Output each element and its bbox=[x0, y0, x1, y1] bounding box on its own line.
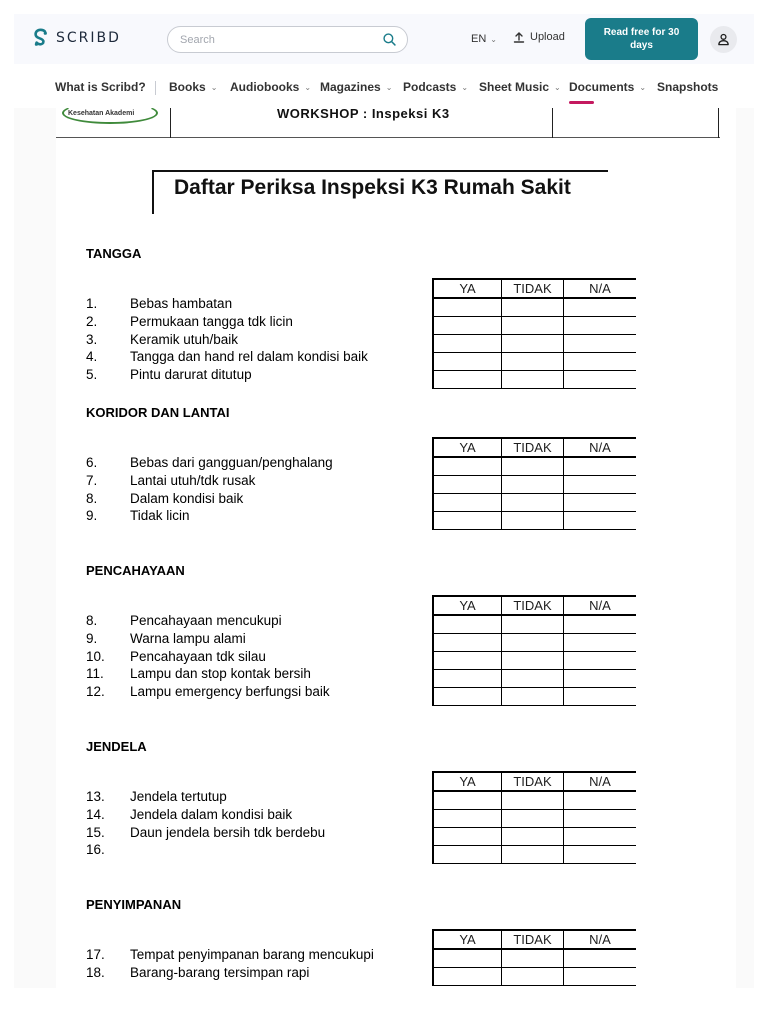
item-number: 6. bbox=[86, 455, 98, 470]
item-text: Dalam kondisi baik bbox=[130, 490, 244, 506]
item-text: Keramik utuh/baik bbox=[130, 331, 239, 347]
answer-cell bbox=[502, 475, 564, 493]
search-input[interactable] bbox=[180, 32, 370, 48]
item-text: Lampu emergency berfungsi baik bbox=[130, 684, 330, 700]
language-label: EN bbox=[471, 33, 487, 45]
item-text: Lampu dan stop kontak bersih bbox=[130, 666, 311, 682]
answer-cell bbox=[563, 687, 636, 705]
answer-row bbox=[433, 334, 636, 352]
answer-cell bbox=[433, 809, 502, 827]
language-selector[interactable] bbox=[471, 33, 497, 45]
column-header: N/A bbox=[563, 438, 636, 457]
answer-grid bbox=[432, 437, 636, 530]
column-header: YA bbox=[433, 596, 502, 615]
item-text: Jendela dalam kondisi baik bbox=[130, 806, 293, 822]
answer-cell bbox=[433, 651, 502, 669]
answer-row bbox=[433, 298, 636, 316]
item-number: 15. bbox=[86, 824, 105, 840]
upload-button[interactable] bbox=[513, 31, 565, 43]
answer-cell bbox=[563, 493, 636, 511]
answer-cell bbox=[502, 615, 564, 633]
answer-row bbox=[433, 475, 636, 493]
item-number: 12. bbox=[86, 684, 105, 700]
document-header-strip bbox=[56, 108, 720, 138]
item-text: Tidak licin bbox=[130, 508, 190, 524]
answer-cell bbox=[502, 298, 564, 316]
answer-cell bbox=[563, 370, 636, 388]
answer-cell bbox=[502, 352, 564, 370]
divider bbox=[552, 108, 553, 138]
answer-row bbox=[433, 633, 636, 651]
answer-row bbox=[433, 370, 636, 388]
answer-row bbox=[433, 791, 636, 809]
answer-cell bbox=[563, 791, 636, 809]
answer-cell bbox=[433, 845, 502, 863]
answer-cell bbox=[502, 457, 564, 475]
column-header: TIDAK bbox=[502, 772, 564, 791]
chevron-down-icon: ⌄ bbox=[210, 82, 218, 92]
answer-row bbox=[433, 967, 636, 985]
item-number: 2. bbox=[86, 313, 98, 329]
answer-cell bbox=[433, 827, 502, 845]
nav-books[interactable] bbox=[169, 80, 217, 94]
column-header: YA bbox=[433, 772, 502, 791]
brand-name: SCRIBD bbox=[56, 30, 121, 46]
answer-grid-header bbox=[433, 930, 636, 949]
item-number: 8. bbox=[86, 490, 98, 506]
nav-label: Books bbox=[169, 80, 206, 94]
item-text: Pintu darurat ditutup bbox=[130, 367, 252, 383]
answer-cell bbox=[563, 615, 636, 633]
answer-cell bbox=[433, 370, 502, 388]
item-text: Tangga dan hand rel dalam kondisi baik bbox=[130, 349, 368, 365]
answer-grid bbox=[432, 771, 636, 864]
answer-row bbox=[433, 352, 636, 370]
answer-cell bbox=[433, 352, 502, 370]
nav-podcasts[interactable] bbox=[403, 80, 468, 94]
column-header: YA bbox=[433, 438, 502, 457]
item-text: Bebas dari gangguan/penghalang bbox=[130, 455, 333, 470]
nav-snapshots[interactable] bbox=[657, 80, 718, 94]
answer-cell bbox=[563, 633, 636, 651]
item-number: 3. bbox=[86, 331, 98, 347]
nav-label: What is Scribd? bbox=[55, 80, 146, 94]
item-number: 16. bbox=[86, 842, 105, 858]
answer-cell bbox=[563, 967, 636, 985]
column-header: N/A bbox=[563, 772, 636, 791]
answer-row bbox=[433, 845, 636, 863]
item-number: 10. bbox=[86, 648, 105, 664]
answer-cell bbox=[502, 493, 564, 511]
item-number: 7. bbox=[86, 472, 98, 488]
column-header: N/A bbox=[563, 279, 636, 298]
document-page bbox=[56, 108, 736, 988]
upload-label: Upload bbox=[530, 31, 565, 43]
answer-cell bbox=[563, 827, 636, 845]
column-header: TIDAK bbox=[502, 438, 564, 457]
answer-cell bbox=[502, 669, 564, 687]
column-header: TIDAK bbox=[502, 279, 564, 298]
nav-divider bbox=[155, 81, 156, 95]
item-number: 9. bbox=[86, 508, 98, 524]
answer-cell bbox=[563, 352, 636, 370]
chevron-down-icon: ⌄ bbox=[304, 82, 312, 92]
answer-cell bbox=[433, 316, 502, 334]
answer-cell bbox=[502, 967, 564, 985]
answer-cell bbox=[502, 633, 564, 651]
section-heading: PENCAHAYAAN bbox=[86, 563, 185, 578]
nav-audiobooks[interactable] bbox=[230, 80, 311, 94]
answer-cell bbox=[433, 475, 502, 493]
answer-cell bbox=[433, 967, 502, 985]
item-text: Jendela tertutup bbox=[130, 789, 227, 804]
item-number: 14. bbox=[86, 806, 105, 822]
item-number: 4. bbox=[86, 349, 98, 365]
nav-label: Podcasts bbox=[403, 80, 457, 94]
answer-cell bbox=[433, 511, 502, 529]
answer-grid-header bbox=[433, 279, 636, 298]
item-number: 13. bbox=[86, 789, 105, 804]
scribd-logo-icon bbox=[32, 28, 50, 48]
answer-cell bbox=[563, 669, 636, 687]
answer-cell bbox=[433, 949, 502, 967]
chevron-down-icon: ⌄ bbox=[554, 82, 561, 92]
answer-cell bbox=[502, 651, 564, 669]
answer-cell bbox=[563, 949, 636, 967]
nav-magazines[interactable] bbox=[320, 80, 392, 94]
answer-cell bbox=[563, 334, 636, 352]
answer-row bbox=[433, 493, 636, 511]
answer-cell bbox=[502, 687, 564, 705]
item-number: 1. bbox=[86, 296, 98, 311]
answer-grid-header bbox=[433, 596, 636, 615]
answer-cell bbox=[502, 845, 564, 863]
organization-logo-caption: Kesehatan Akademi bbox=[68, 110, 135, 117]
answer-row bbox=[433, 669, 636, 687]
account-button[interactable] bbox=[710, 26, 737, 53]
answer-row bbox=[433, 615, 636, 633]
item-text: Pencahayaan tdk silau bbox=[130, 648, 266, 664]
answer-row bbox=[433, 316, 636, 334]
column-header: YA bbox=[433, 930, 502, 949]
answer-row bbox=[433, 457, 636, 475]
answer-cell bbox=[563, 651, 636, 669]
answer-grid bbox=[432, 595, 636, 706]
answer-grid bbox=[432, 929, 636, 986]
document-viewer[interactable] bbox=[14, 108, 754, 988]
top-bar bbox=[14, 14, 754, 64]
search-box[interactable] bbox=[167, 26, 408, 53]
answer-cell bbox=[433, 298, 502, 316]
nav-sheet-music[interactable] bbox=[479, 80, 561, 94]
item-text: Bebas hambatan bbox=[130, 296, 233, 311]
answer-cell bbox=[502, 334, 564, 352]
answer-cell bbox=[563, 511, 636, 529]
column-header: YA bbox=[433, 279, 502, 298]
answer-cell bbox=[433, 457, 502, 475]
answer-row bbox=[433, 827, 636, 845]
answer-cell bbox=[563, 809, 636, 827]
section-heading: KORIDOR DAN LANTAI bbox=[86, 405, 230, 420]
answer-cell bbox=[502, 809, 564, 827]
column-header: TIDAK bbox=[502, 930, 564, 949]
answer-cell bbox=[433, 633, 502, 651]
workshop-title: WORKSHOP : Inspeksi K3 bbox=[277, 108, 450, 121]
divider bbox=[718, 108, 719, 138]
answer-cell bbox=[433, 687, 502, 705]
answer-cell bbox=[563, 316, 636, 334]
answer-cell bbox=[433, 493, 502, 511]
nav-label: Sheet Music bbox=[479, 80, 550, 94]
item-number: 18. bbox=[86, 964, 105, 980]
item-text: Daun jendela bersih tdk berdebu bbox=[130, 824, 326, 840]
answer-grid-header bbox=[433, 772, 636, 791]
nav-label: Magazines bbox=[320, 80, 381, 94]
answer-cell bbox=[433, 791, 502, 809]
item-number: 5. bbox=[86, 367, 98, 383]
chevron-down-icon: ⌄ bbox=[490, 34, 497, 44]
answer-grid-header bbox=[433, 438, 636, 457]
chevron-down-icon: ⌄ bbox=[639, 82, 647, 92]
answer-row bbox=[433, 949, 636, 967]
answer-row bbox=[433, 809, 636, 827]
answer-cell bbox=[563, 475, 636, 493]
answer-cell bbox=[433, 615, 502, 633]
column-header: TIDAK bbox=[502, 596, 564, 615]
item-number: 17. bbox=[86, 947, 105, 962]
item-text: Barang-barang tersimpan rapi bbox=[130, 964, 310, 980]
answer-cell bbox=[502, 511, 564, 529]
item-text: Warna lampu alami bbox=[130, 630, 246, 646]
search-icon[interactable] bbox=[382, 32, 397, 47]
answer-cell bbox=[563, 457, 636, 475]
chevron-down-icon: ⌄ bbox=[461, 82, 469, 92]
item-number: 11. bbox=[86, 666, 104, 682]
answer-cell bbox=[433, 669, 502, 687]
item-number: 9. bbox=[86, 630, 98, 646]
answer-cell bbox=[563, 298, 636, 316]
answer-cell bbox=[502, 791, 564, 809]
answer-row bbox=[433, 511, 636, 529]
item-text: Permukaan tangga tdk licin bbox=[130, 313, 293, 329]
chevron-down-icon: ⌄ bbox=[385, 82, 393, 92]
answer-grid bbox=[432, 278, 636, 389]
section-heading: PENYIMPANAN bbox=[86, 897, 182, 912]
answer-cell bbox=[502, 316, 564, 334]
answer-row bbox=[433, 651, 636, 669]
nav-documents[interactable] bbox=[569, 80, 646, 94]
item-text: Pencahayaan mencukupi bbox=[130, 613, 282, 628]
category-nav bbox=[0, 72, 768, 106]
item-text: Tempat penyimpanan barang mencukupi bbox=[130, 947, 374, 962]
document-title: Daftar Periksa Inspeksi K3 Rumah Sakit bbox=[174, 176, 571, 199]
upload-icon bbox=[513, 31, 525, 43]
column-header: N/A bbox=[563, 930, 636, 949]
answer-cell bbox=[502, 370, 564, 388]
brand-logo[interactable] bbox=[32, 28, 121, 48]
answer-row bbox=[433, 687, 636, 705]
read-free-button[interactable]: Read free for 30 days bbox=[585, 18, 698, 60]
nav-label: Documents bbox=[569, 80, 635, 94]
nav-label: Audiobooks bbox=[230, 80, 300, 94]
answer-cell bbox=[502, 949, 564, 967]
nav-what-is-scribd[interactable] bbox=[55, 80, 146, 94]
nav-label: Snapshots bbox=[657, 80, 719, 94]
section-heading: TANGGA bbox=[86, 246, 142, 261]
answer-cell bbox=[563, 845, 636, 863]
document-title-box bbox=[152, 170, 608, 214]
user-icon bbox=[717, 33, 730, 46]
answer-cell bbox=[433, 334, 502, 352]
answer-cell bbox=[502, 827, 564, 845]
item-number: 8. bbox=[86, 613, 98, 628]
item-text: Lantai utuh/tdk rusak bbox=[130, 472, 256, 488]
divider bbox=[170, 108, 171, 138]
column-header: N/A bbox=[563, 596, 636, 615]
section-heading: JENDELA bbox=[86, 739, 147, 754]
